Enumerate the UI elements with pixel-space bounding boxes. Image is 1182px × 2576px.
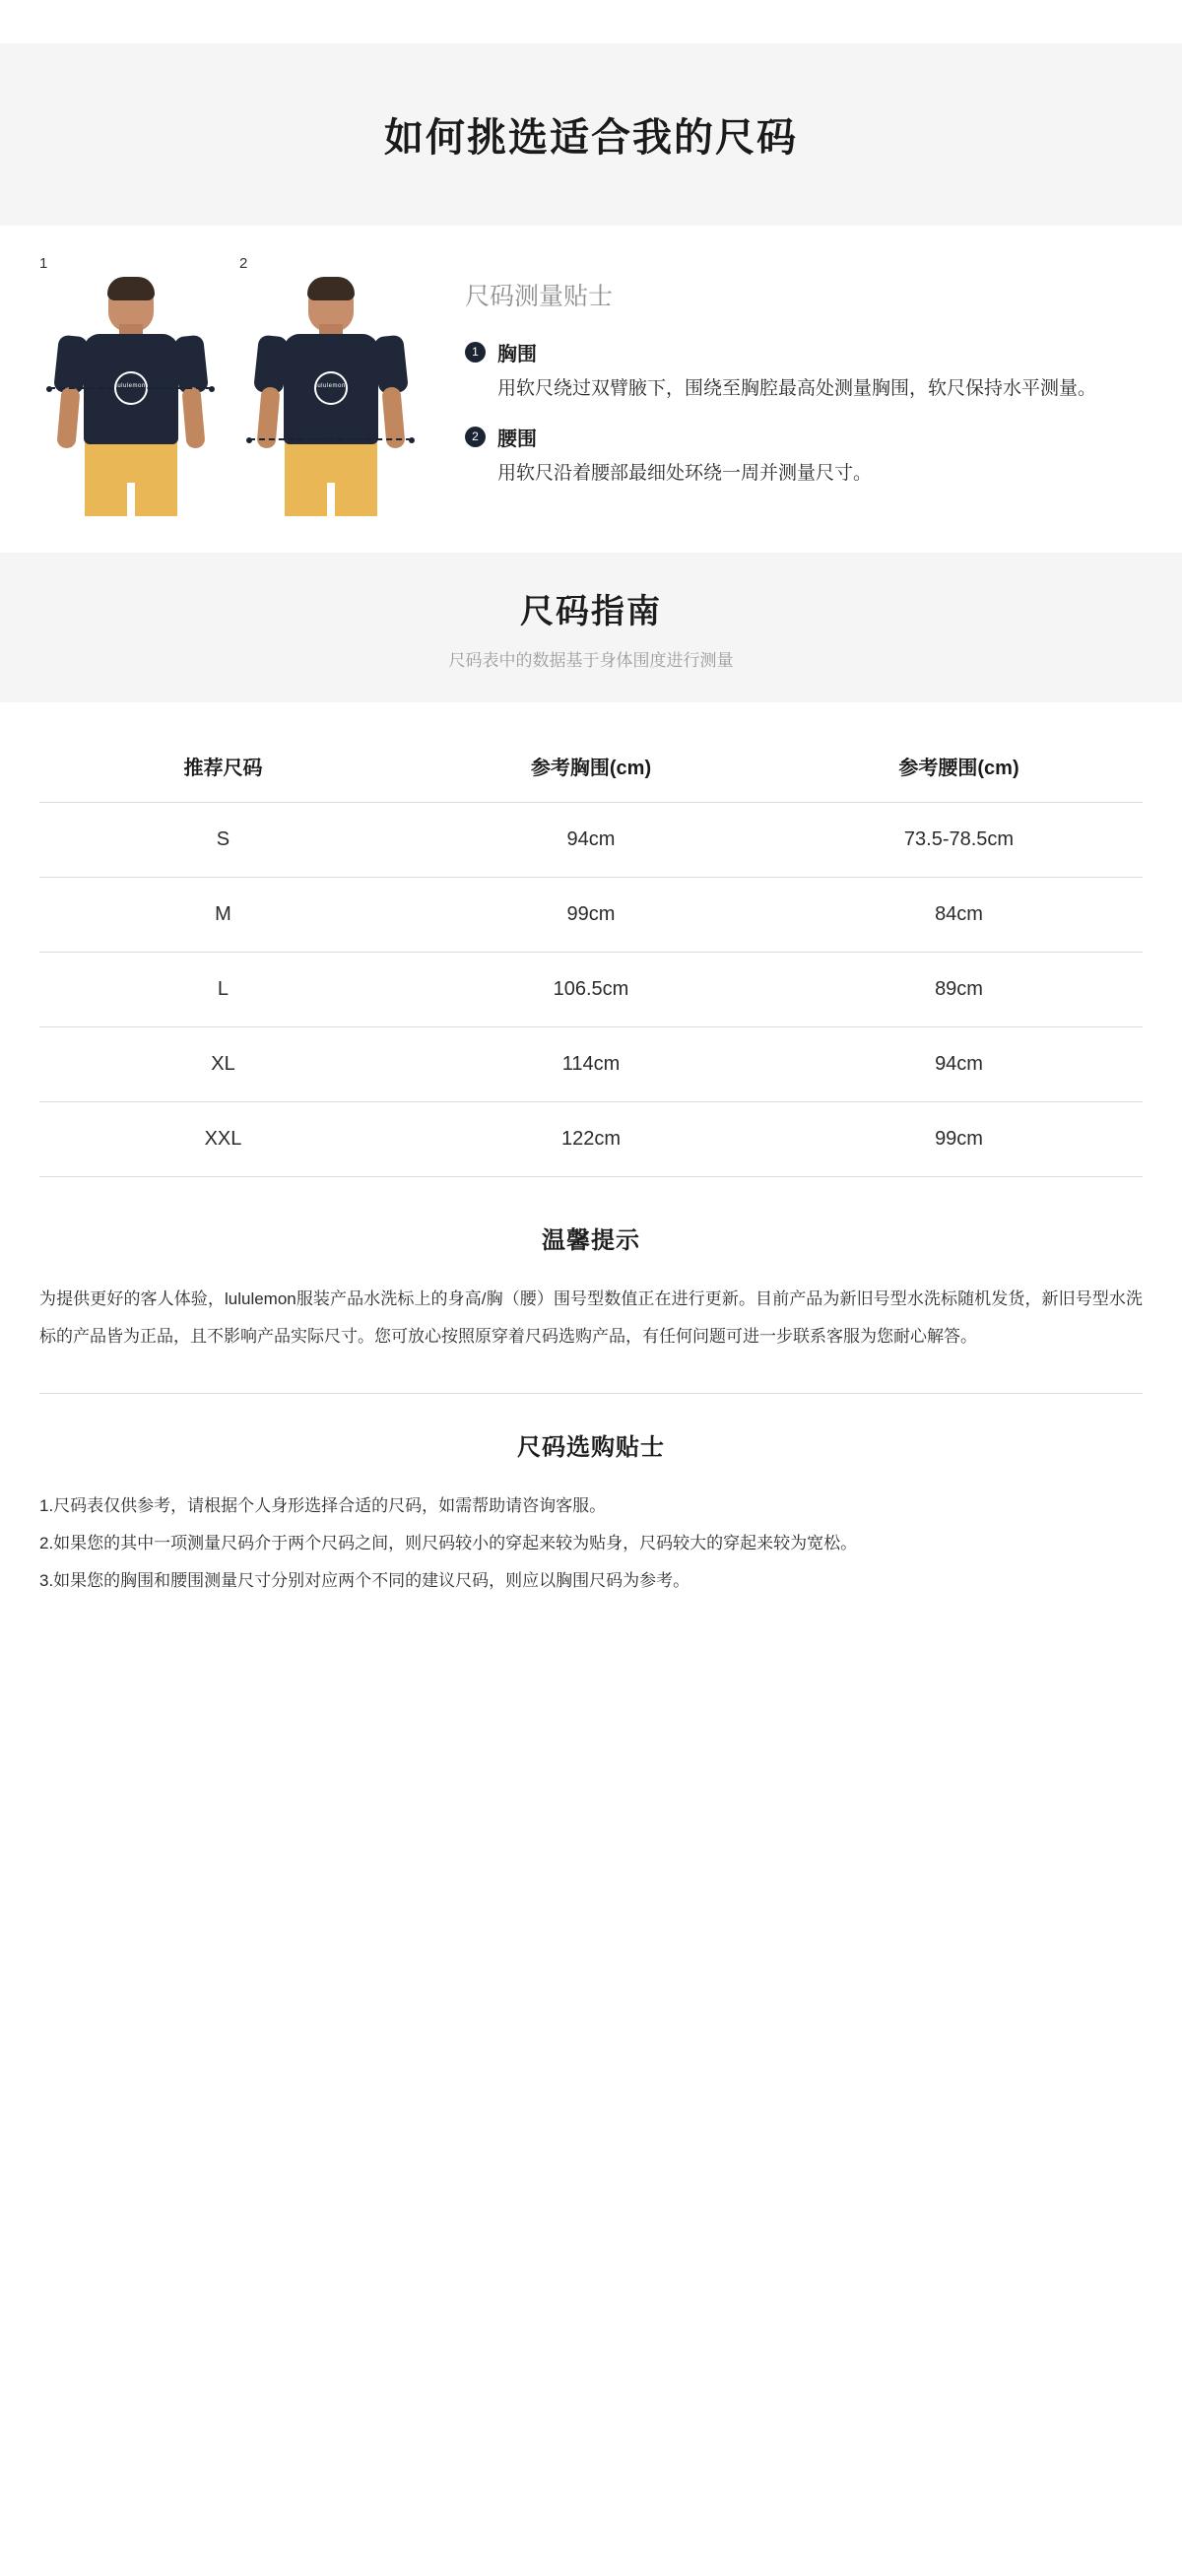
size-guide-title: 尺码指南 bbox=[520, 593, 662, 630]
buying-tips-list bbox=[39, 1487, 1143, 1600]
tip-waist-text: 用软尺沿着腰部最细处环绕一周并测量尺寸。 bbox=[497, 463, 873, 484]
tip-waist-title: 腰围 bbox=[497, 429, 537, 450]
table-row bbox=[39, 803, 1143, 878]
model-front-figure bbox=[39, 277, 222, 516]
model-front bbox=[39, 255, 222, 516]
notice-section bbox=[0, 1177, 1182, 1355]
tip-chest-text: 用软尺绕过双臂腋下，围绕至胸腔最高处测量胸围，软尺保持水平测量。 bbox=[497, 378, 1097, 399]
table-row bbox=[39, 1102, 1143, 1177]
cell-size: M bbox=[39, 878, 407, 953]
model-back-figure bbox=[239, 277, 422, 516]
table-row bbox=[39, 953, 1143, 1027]
tip-chest-title: 胸围 bbox=[497, 344, 537, 365]
shorts-shape bbox=[285, 440, 377, 516]
waist-line-dot-right bbox=[409, 437, 415, 443]
tip-badge-1-icon: 1 bbox=[465, 342, 486, 363]
cell-size: XXL bbox=[39, 1102, 407, 1177]
brand-logo-text: lululemon bbox=[115, 383, 146, 389]
arm-left-shape bbox=[56, 386, 80, 448]
cell-waist: 94cm bbox=[775, 1027, 1143, 1102]
size-table-wrap bbox=[0, 702, 1182, 1177]
cell-waist: 84cm bbox=[775, 878, 1143, 953]
measurement-tips bbox=[433, 255, 1143, 507]
model-back-number: 2 bbox=[239, 255, 248, 272]
size-table bbox=[39, 738, 1143, 1177]
notice-text: 为提供更好的客人体验，lululemon服装产品水洗标上的身高/胸（腰）围号型数值正在进行更新。目前产品为新旧号型水洗标随机发货，新旧号型水洗标的产品皆为正品，且不影响产品实际尺寸。您可放心按照原穿着尺码选购产品，有任何问题可进一步联系客服为您耐心解答。 bbox=[39, 1289, 1143, 1346]
tips-title: 尺码测量贴士 bbox=[465, 283, 614, 310]
cell-chest: 122cm bbox=[407, 1102, 775, 1177]
cell-chest: 94cm bbox=[407, 803, 775, 878]
buying-tips-section bbox=[0, 1394, 1182, 1659]
page-title: 如何挑选适合我的尺码 bbox=[384, 116, 798, 160]
hair-shape bbox=[307, 277, 355, 300]
cell-waist: 73.5-78.5cm bbox=[775, 803, 1143, 878]
model-front-number: 1 bbox=[39, 255, 48, 272]
model-back bbox=[239, 255, 422, 516]
list-item: 3.如果您的胸围和腰围测量尺寸分别对应两个不同的建议尺码，则应以胸围尺码为参考。 bbox=[39, 1571, 690, 1590]
cell-size: XL bbox=[39, 1027, 407, 1102]
cell-chest: 106.5cm bbox=[407, 953, 775, 1027]
measurement-section bbox=[0, 226, 1182, 531]
brand-logo-icon bbox=[314, 371, 348, 405]
header-band bbox=[0, 43, 1182, 226]
notice-title: 温馨提示 bbox=[542, 1227, 640, 1254]
tip-item-waist bbox=[465, 423, 1143, 490]
column-header-size: 推荐尺码 bbox=[183, 758, 263, 779]
waist-line-dot-left bbox=[246, 437, 252, 443]
cell-chest: 99cm bbox=[407, 878, 775, 953]
arm-right-shape bbox=[181, 386, 205, 448]
model-illustrations bbox=[39, 255, 433, 516]
cell-waist: 99cm bbox=[775, 1102, 1143, 1177]
table-row bbox=[39, 1027, 1143, 1102]
column-header-waist: 参考腰围(cm) bbox=[898, 758, 1019, 779]
cell-size: L bbox=[39, 953, 407, 1027]
sleeve-right-shape bbox=[173, 335, 209, 395]
cell-chest: 114cm bbox=[407, 1027, 775, 1102]
sleeve-right-shape bbox=[373, 335, 409, 395]
waist-measure-line bbox=[249, 438, 412, 440]
size-guide-band bbox=[0, 553, 1182, 702]
cell-size: S bbox=[39, 803, 407, 878]
column-header-chest: 参考胸围(cm) bbox=[530, 758, 652, 779]
table-header-row bbox=[39, 738, 1143, 803]
chest-measure-line bbox=[49, 387, 212, 389]
list-item: 1.尺码表仅供参考，请根据个人身形选择合适的尺码，如需帮助请咨询客服。 bbox=[39, 1496, 607, 1515]
size-guide-subtitle: 尺码表中的数据基于身体围度进行测量 bbox=[448, 651, 734, 670]
list-item: 2.如果您的其中一项测量尺码介于两个尺码之间，则尺码较小的穿起来较为贴身，尺码较大的穿起来较为宽松。 bbox=[39, 1534, 858, 1552]
tip-item-chest bbox=[465, 338, 1143, 405]
hair-shape bbox=[107, 277, 155, 300]
table-row bbox=[39, 878, 1143, 953]
shorts-shape bbox=[85, 440, 177, 516]
brand-logo-text: lululemon bbox=[315, 383, 346, 389]
buying-tips-title: 尺码选购贴士 bbox=[517, 1434, 665, 1461]
tip-badge-2-icon: 2 bbox=[465, 427, 486, 447]
chest-line-dot-left bbox=[46, 386, 52, 392]
cell-waist: 89cm bbox=[775, 953, 1143, 1027]
chest-line-dot-right bbox=[209, 386, 215, 392]
